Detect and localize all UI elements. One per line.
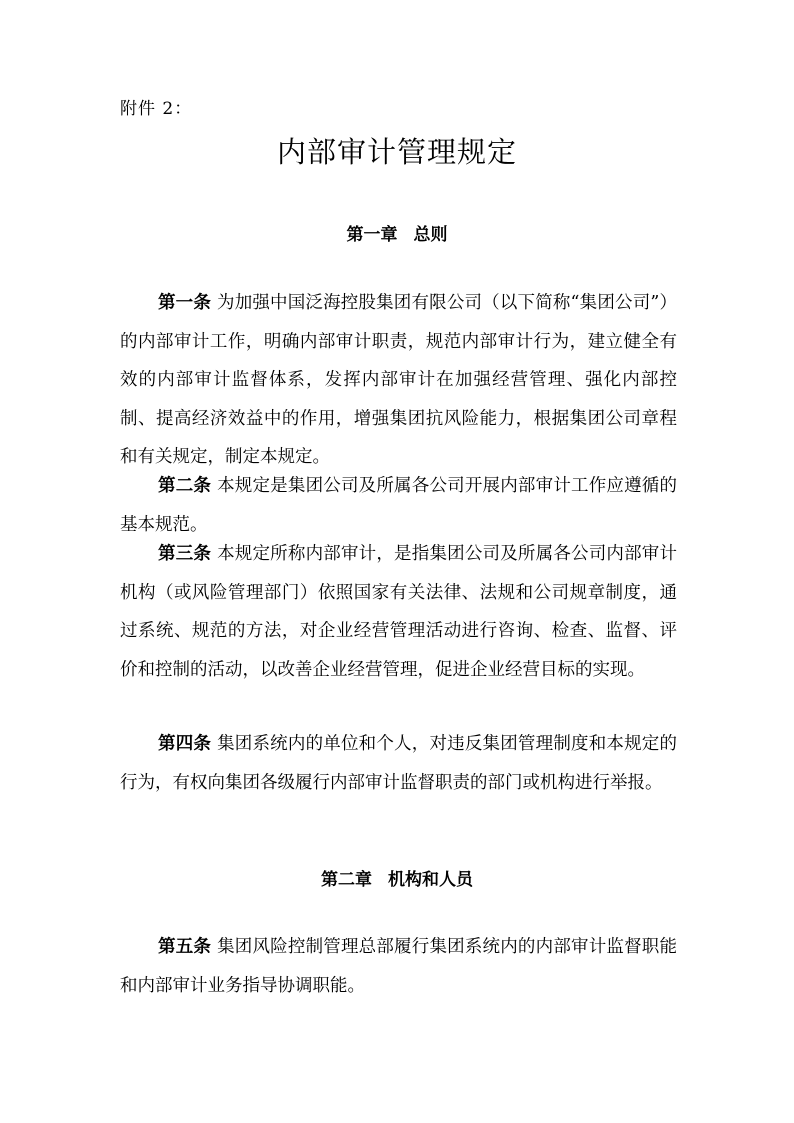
article-label: 第二条 xyxy=(158,476,212,496)
article-label: 第四条 xyxy=(158,734,212,754)
chapter-number: 第二章 xyxy=(321,870,372,890)
article-1 xyxy=(120,284,677,477)
chapter-heading-2 xyxy=(0,868,794,892)
article-text: 集团系统内的单位和个人，对违反集团管理制度和本规定的行为，有权向集团各级履行内部审计监督职责的部门或机构进行举报。 xyxy=(120,734,678,793)
document-title: 内部审计管理规定 xyxy=(276,135,517,169)
chapter-heading-1 xyxy=(0,223,794,247)
article-text: 为加强中国泛海控股集团有限公司（以下简称“集团公司”）的内部审计工作，明确内部审计职责，规范内部审计行为，建立健全有效的内部审计监督体系，发挥内部审计在加强经营管理、强化内部控制、提高经济效益中的作用，增强集团抗风险能力，根据集团公司章程和有关规定，制定本规定。 xyxy=(120,293,677,467)
article-2 xyxy=(120,467,677,544)
chapter-number: 第一章 xyxy=(346,225,398,245)
article-text: 本规定是集团公司及所属各公司开展内部审计工作应遵循的基本规范。 xyxy=(120,476,678,535)
article-label: 第三条 xyxy=(158,544,212,564)
article-label: 第五条 xyxy=(158,937,212,957)
article-5 xyxy=(120,928,677,1005)
attachment-label: 附件 2： xyxy=(120,99,193,119)
article-text: 本规定所称内部审计，是指集团公司及所属各公司内部审计机构（或风险管理部门）依照国家有关法律、法规和公司规章制度，通过系统、规范的方法，对企业经营管理活动进行咨询、检查、监督、评价和控制的活动，以改善企业经营管理，促进企业经营目标的实现。 xyxy=(120,544,678,680)
chapter-name: 机构和人员 xyxy=(388,870,473,890)
article-text: 集团风险控制管理总部履行集团系统内的内部审计监督职能和内部审计业务指导协调职能。 xyxy=(120,937,678,996)
chapter-name: 总则 xyxy=(413,225,448,245)
article-4 xyxy=(120,725,677,802)
article-label: 第一条 xyxy=(158,293,212,313)
article-3 xyxy=(120,535,677,689)
